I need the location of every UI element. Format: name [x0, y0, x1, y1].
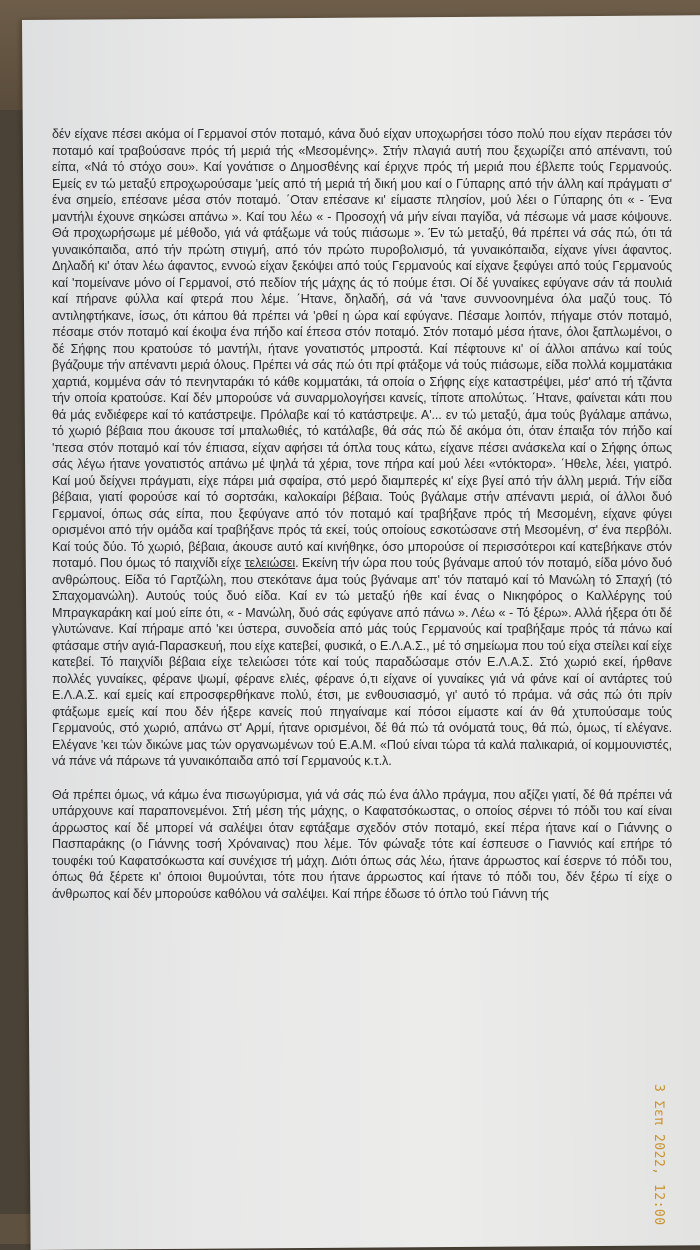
- underlined-word: τελειώσει: [244, 556, 296, 570]
- paragraph-1: [52, 126, 672, 770]
- paragraph-1-part-2: . Εκείνη τήν ώρα που τούς βγάναμε απού τόν ποταμό, είδα μόνο δυό ανθρώπους. Είδα τό Γαρτζώλη, που στεκότανε άμα τούς βγάναμε απ' τόν παταμό καί τό Μανώλη τό Σπαχή (τό Σπαχομανώλη). Αυτούς τούς δυό είδα. Καί εν τώ μεταξύ ήθε καί ένας ο Νικηφόρος ο Καλλέργης τού Μπραγκαράκη καί μού είπε ότι, « - Μανώλη, δυό σάς εφύγανε από πάνω ». Λέω « - Τό ξέρω». Αλλά ήξερα ότι δέ γλυτώνανε. Καί πήραμε από 'κει ύστερα, συνοδεία από μάς τούς Γερμανούς καί τραβήξαμε πρός τά πάνω καί φτάσαμε στήν αγιά-Παρασκευή, που είχε κατεβεί, φυσικά, ο Ε.Λ.Α.Σ., μέ τό σημείωμα που τού είχα στείλει καί είχε κατεβεί. Τό παιχνίδι βέβαια είχε τελειώσει τότε καί τούς παραδώσαμε στόν Ε.Λ.Α.Σ. Στό χωριό εκεί, ήρθανε πολλές γυναίκες, φέρανε ψωμί, φέρανε ελιές, φέρανε ό,τι είχανε οί γυναίκες γιά νά φάνε καί οί αντάρτες τού Ε.Λ.Α.Σ. καί εμείς καί επροσφερθήκανε πολύ, έτσι, με ενθουσιασμό, γι' αυτό τό πράμα. νά σάς πώ ότι πρίν φτάξωμε εμείς καί που δέν ήξερε κανείς πού πηγαίναμε καί πόσοι είμαστε καί άν θά χτυπούσαμε τούς Γερμανούς, στό χωριό, απάνω στ' Αρμί, ήτανε ορισμένοι, δέ θά πώ τά ονόματά τους, θά πώ, όμως, τί ελέγανε. Ελέγανε 'κει τών δικώνε μας τών οργανωμένων τού Ε.Α.Μ. «Πού είναι τώρα τά καλά παλικαριά, οί κομμουνιστές, νά πάνε νά πάρωνε τά γυναικόπαιδα από τσί Γερμανούς κ.τ.λ.: [52, 556, 672, 768]
- document-body: [52, 126, 672, 919]
- photo-date-stamp: 3 Σεπ 2022, 12:00: [651, 1084, 666, 1226]
- paragraph-1-part-1: δέν είχανε πέσει ακόμα οί Γερμανοί στόν ποταμό, κάνα δυό είχαν υποχωρήσει τόσο πολύ που είχαν περάσει τόν ποταμό καί τραβούσανε πρός τή μεριά τής «Μεσομένης». Στήν πλαγιά αυτή που ξεχωρίζει από απέναντι, τού είπα, «Νά τό στόχο σου». Καί γονάτισε ο Δημοσθένης καί έριχνε πρός τή μεριά που έβλεπε τούς Γερμανούς. Εμείς εν τώ μεταξύ επροχωρούσαμε 'μείς από τή μεριά τή δική μου καί ο Γύπαρης από τήν άλλη καί πράγματι σ' ένα σημείο, επέσανε μέσα στόν ποταμό. ΄Οταν επέσανε κι' είμαστε πλησίον, μού λέει ο Γύπαρης ότι « - Ένα μαντήλι έχουνε σηκώσει απάνω ». Καί του λέω « - Προσοχή νά μήν είναι παγίδα, νά πέσωμε νά μασε κόψουνε. Θά προχωρήσωμε μέ μέθοδο, γιά νά φτάξωμε νά τούς πιάσωμε ». Έν τώ μεταξύ, θά πρέπει νά σάς πώ, ότι τά γυναικόπαιδα, από τήν πρώτη στιγμή, από τόν πρώτο πυροβολισμό, τά γυναικόπαιδα, είχανε γίνει άφαντος. Δηλαδή κι' όταν λέω άφαντος, εννοώ είχαν ξεκόψει από τούς Γερμανούς καί είχανε ξεφύγει από τούς Γερμανούς καί 'πομείνανε μόνο οί Γερμανοί, στό πεδίον τής μάχης άς τό πούμε έτσι. Οί δέ γυναίκες εφύγανε σάν τά πουλιά καί πήρανε φύλλα καί φτερά που λέμε. ΄Ητανε, δηλαδή, σά νά 'τανε συννοονημένα όλα μαζύ τους. Τό αντιληφτήκανε, ίσως, ότι κάπου θά πρέπει νά 'ρθεί η ώρα καί εφύγανε. Πέσαμε λοιπόν, πήγαμε στόν ποταμό, πέσαμε στόν ποταμό καί έκοψα ένα πήδο καί έπεσα στόν ποταμό. Στόν ποταμό μέσα ήτανε, όλοι ξαπλωμένοι, ο δέ Σήφης που κρατούσε τό μαντήλι, ήτανε γονατιστός μπροστά. Καί πέφτουνε κι' οί άλλοι απάνω καί τούς βγάζουμε τήν απέναντι μεριά όλους. Πρέπει νά σάς πώ ότι πρί φτάξομε νά τούς πιάσωμε, είδα πολλά κομματάκια χαρτιά, κομμένα σάν τό πενηνταράκι τό κάθε κομματάκι, τά οποία ο Σήφης είχε καταστρέψει, μέσ' από τή τζάντα τήν οποία κρατούσε. Καί δέν μπορούσε νά συναρμολογήσει κανείς, τίποτε απολύτως. ΄Ητανε, φαίνεται κάτι που θά μάς ενδιέφερε καί τό κατάστρεψε. Πρόλαβε καί τό κατάστρεψε. Α'... εν τώ μεταξύ, άμα τούς βγάλαμε απάνω, τό χωριό βέβαια που άκουσε τσί μπαλωθιές, τό κατάλαβε, θά σάς πώ δέ ακόμα ότι, όταν έπαιξα τόν πήδο καί 'πεσα στόν ποταμό καί τόν έπιασα, είχαν αφήσει τά όπλα τους κάτω, είχανε πέσει ανάσκελα καί ο Σήφης όπως σάς λέγω ήτανε γονατιστός απάνω μέ ψηλά τά χέρια, τονε πήρα καί μού λέει «ντόκτορα». ΄Ηθελε, λέει, γιατρό. Καί μού δείχνει πράγματι, είχε πάρει μιά σφαίρα, στό μερό διαμπερές κι' είχε βγεί από τήν άλλη μεριά. Τήν είδα βέβαια, γιατί φορούσε καί τό σορτσάκι, καλοκαίρι βέβαια. Τούς βγάλαμε στήν απέναντι μεριά, οί άλλοι δυό Γερμανοί, όπως σάς είπα, που ξεφύγανε από τόν ποταμό καί τραβήξανε πρός τή Μεσομένη, είχανε φύγει ορισμένοι από τήν ομάδα καί τραβήξανε πρός τά εκεί, τούς οποίους εσκοτώσανε στή Μεσομένη, σ' ένα περβόλι. Καί τούς δύο. Τό χωριό, βέβαια, άκουσε αυτό καί κινήθηκε, όσο μπορούσε οί περισσότεροι καί κατεβήκανε στόν ποταμό. Που όμως τό παιχνίδι είχε: [52, 127, 672, 570]
- paragraph-2: Θά πρέπει όμως, νά κάμω ένα πισωγύρισμα, γιά νά σάς πώ ένα άλλο πράγμα, που αξίζει γιατί, δέ θά πρέπει νά υπάρχουνε καί παραπονεμένοι. Στή μέση τής μάχης, ο Καφατσόκωστας, ο οποίος σέρνει τό πόδι του καί είναι άρρωστος καί δέ μπορεί νά σαλέψει όταν εφτάξαμε σχεδόν στόν ποταμό, εκεί πέρα ήτανε καί ο Γιάννης ο Πασπαράκης (ο Γιάννης τοσή Χρόναινας) που λέμε. Τόν φώναξε τότε καί έσπευσε ο Γιαννιός καί επήρε τό τουφέκι τού Καφατσόκωστα καί συνέχισε τή μάχη. Διότι όπως σάς λέω, ήτανε άρρωστος καί έσερνε τό πόδι του, όπως θά ξέρετε κι' όποιοι θυμούνται, τότε που ήτανε άρρωστος καί ήτανε τό πόδι του, δέν ξέρω τί είχε ο άνθρωπος καί δέν μπορούσε καθόλου νά σαλέψει. Καί πήρε έδωσε τό όπλο τού Γιάννη τής: [52, 787, 672, 901]
